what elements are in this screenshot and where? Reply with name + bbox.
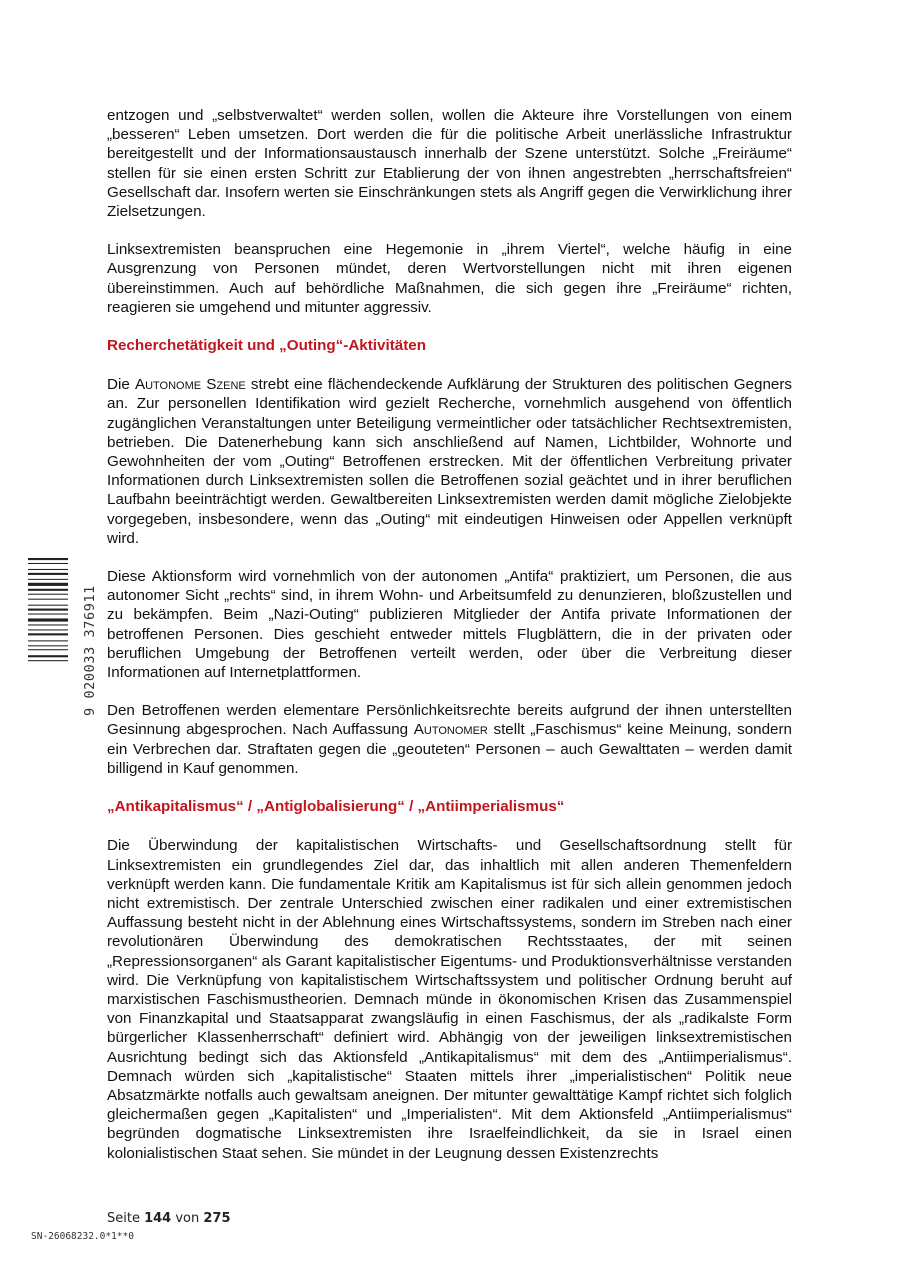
barcode-bar: [28, 629, 68, 630]
barcode-bar: [28, 614, 68, 615]
text-run: Recherchetätigkeit und „Outing“-Aktivitäten: [107, 337, 426, 355]
footer-prefix: Seite: [107, 1211, 145, 1226]
small-caps-term: Autonomer: [413, 721, 488, 739]
barcode-bar: [28, 599, 68, 600]
barcode-bar: [28, 618, 68, 621]
barcode-bar: [28, 569, 68, 570]
barcode-digits: 9 020033 376911: [82, 585, 98, 716]
barcode-bar: [28, 583, 68, 586]
barcode-bar: [28, 640, 68, 641]
text-run: Die Überwindung der kapitalistischen Wirtschafts- und Gesellschaftsordnung stellt für Linksextremisten ein grundlegendes Ziel dar, das inhaltlich mit allen anderen Themenfeldern verknüpft werden kann. Die fundamentale Kritik am Kapitalismus ist für sich allein genommen jedoch nicht extremistisch. Der zentrale Unterschied zwischen einer radikalen und einer extremistischen Auffassung besteht nicht in der Ablehnung eines Wirtschaftssystems, sondern im Streben nach einer revolutionären Überwindung des demokratischen Rechtsstaates, der mit seinen „Repressionsorganen“ als Garant kapitalistischer Eigentums- und Produktionsverhältnisse verstanden wird. Die Verknüpfung von kapitalistischem Wirtschaftssystem und politischer Ordnung beruht auf marxistischen Faschismustheorien. Demnach münde in ökonomischen Krisen das Zusammenspiel von Finanzkapital und Staatsapparat zwangsläufig in einen Faschismus, der als „radikalste Form bürgerlicher Klassenherrschaft“ definiert wird. Abhängig von der jeweiligen linksextremistischen Ausrichtung bedingt sich das Aktionsfeld „Antikapitalismus“ mit dem des „Antiimperialismus“. Demnach würden sich „kapitalistische“ Staaten mittels ihrer „imperialistischen“ Politik neue Absatzmärkte notfalls auch gewaltsam aneignen. Der mitunter gewalttätige Kampf richtet sich folglich gleichermaßen gegen „Kapitalisten“ und „Imperialisten“. Mit dem Aktionsfeld „Antiimperialismus“ begründen dogmatische Linksextremisten ihre Israelfeindlichkeit, da sie in Israel einen kolonialistischen Staat sehen. Sie mündet in der Leugnung dessen Existenzrechts: [107, 837, 792, 1162]
paragraph: [107, 701, 792, 778]
barcode-bar: [28, 594, 68, 595]
footer-middle: von: [171, 1211, 204, 1226]
total-pages: 275: [203, 1211, 231, 1226]
barcode-bar: [28, 558, 68, 560]
section-heading: [107, 336, 792, 355]
text-run: Den Betroffenen werden elementare Persönlichkeitsrechte bereits aufgrund der ihnen unterstellten Gesinnung abgesprochen. Nach Auffassung: [107, 702, 792, 739]
paragraph: [107, 240, 792, 317]
text-run: Linksextremisten beanspruchen eine Hegemonie in „ihrem Viertel“, welche häufig in eine Ausgrenzung von Personen mündet, deren Wertvorstellungen nicht mit ihren eigenen übereinstimmen. Auch auf behördliche Maßnahmen, die sich gegen ihre „Freiräume“ richten, reagieren sie umgehend und mitunter aggressiv.: [107, 241, 792, 316]
barcode-bar: [28, 605, 68, 606]
barcode-bar: [28, 609, 68, 611]
paragraph: [107, 836, 792, 1162]
barcode-bar: [28, 573, 68, 575]
paragraph: [107, 567, 792, 682]
paragraph: [107, 375, 792, 548]
text-run: strebt eine flächendeckende Aufklärung der Strukturen des politischen Gegners an. Zur personellen Identifikation wird gezielt Recherche, vornehmlich ausgehend von öffentlich zugänglichen Veranstaltungen unter Beteiligung vermeintlicher oder tatsächlicher Rechtsextremisten, betrieben. Die Datenerhebung kann sich anschließend auf Namen, Lichtbilder, Wohnorte und Gewohnheiten der vom „Outing“ Betroffenen erstrecken. Mit der öffentlichen Verbreitung privater Informationen durch Linksextremisten sollen die Betroffenen sozial geächtet und in ihrer beruflichen Laufbahn beeinträchtigt werden. Gewaltbereiten Linksextremisten werden damit mögliche Zielobjekte vorgegeben, insbesondere, wenn das „Outing“ mit eindeutigen Hinweisen oder Appellen verknüpft wird.: [107, 376, 792, 547]
barcode-bar: [28, 649, 68, 650]
section-heading: [107, 797, 792, 816]
barcode-graphic: [18, 556, 98, 716]
text-run: Diese Aktionsform wird vornehmlich von der autonomen „Antifa“ praktiziert, um Personen, die aus autonomer Sicht „rechts“ sind, in ihrem Wohn- und Arbeitsumfeld zu denunzieren, bloßzustellen und zu bekämpfen. Beim „Nazi-Outing“ publizieren Mitglieder der Antifa private Informationen der betroffenen Personen. Dies geschieht entweder mittels Flugblättern, die in der privaten oder beruflichen Umgebung der Betroffenen verteilt werden, oder über die Verbreitung dieser Informationen auf Internetplattformen.: [107, 568, 792, 682]
barcode-bar: [28, 563, 68, 564]
text-run: Die: [107, 376, 135, 394]
barcode-bar: [28, 579, 68, 580]
barcode-bar: [28, 589, 68, 591]
barcode-bar: [28, 633, 68, 635]
text-run: stellt „Faschismus“ keine Meinung, sondern ein Verbrechen dar. Straftaten gegen die „geouteten“ Personen – auch Gewalttaten – werden damit billigend in Kauf genommen.: [107, 721, 792, 777]
barcode-bar: [28, 645, 68, 646]
barcode-bar: [28, 655, 68, 657]
document-body: [107, 106, 792, 1182]
barcode-bar: [28, 624, 68, 625]
barcode: [18, 556, 98, 716]
text-run: „Antikapitalismus“ / „Antiglobalisierung“ / „Antiimperialismus“: [107, 798, 565, 816]
document-id: SN-26068232.0*1**0: [31, 1231, 134, 1242]
paragraph: [107, 106, 792, 221]
current-page-number: 144: [144, 1211, 172, 1226]
barcode-bar: [28, 660, 68, 661]
page-footer: [107, 1211, 231, 1226]
text-run: entzogen und „selbstverwaltet“ werden sollen, wollen die Akteure ihre Vorstellungen von einem „besseren“ Leben umsetzen. Dort werden die für die politische Arbeit unerlässliche Infrastruktur bereitgestellt und der Informationsaustausch innerhalb der Szene unterstützt. Solche „Freiräume“ stellen für sie einen ersten Schritt zur Etablierung der von ihnen angestrebten „herrschaftsfreien“ Gesellschaft dar. Insofern werten sie Einschränkungen stets als Angriff gegen die Verwirklichung ihrer Zielsetzungen.: [107, 107, 792, 221]
small-caps-term: Autonome Szene: [134, 376, 246, 394]
